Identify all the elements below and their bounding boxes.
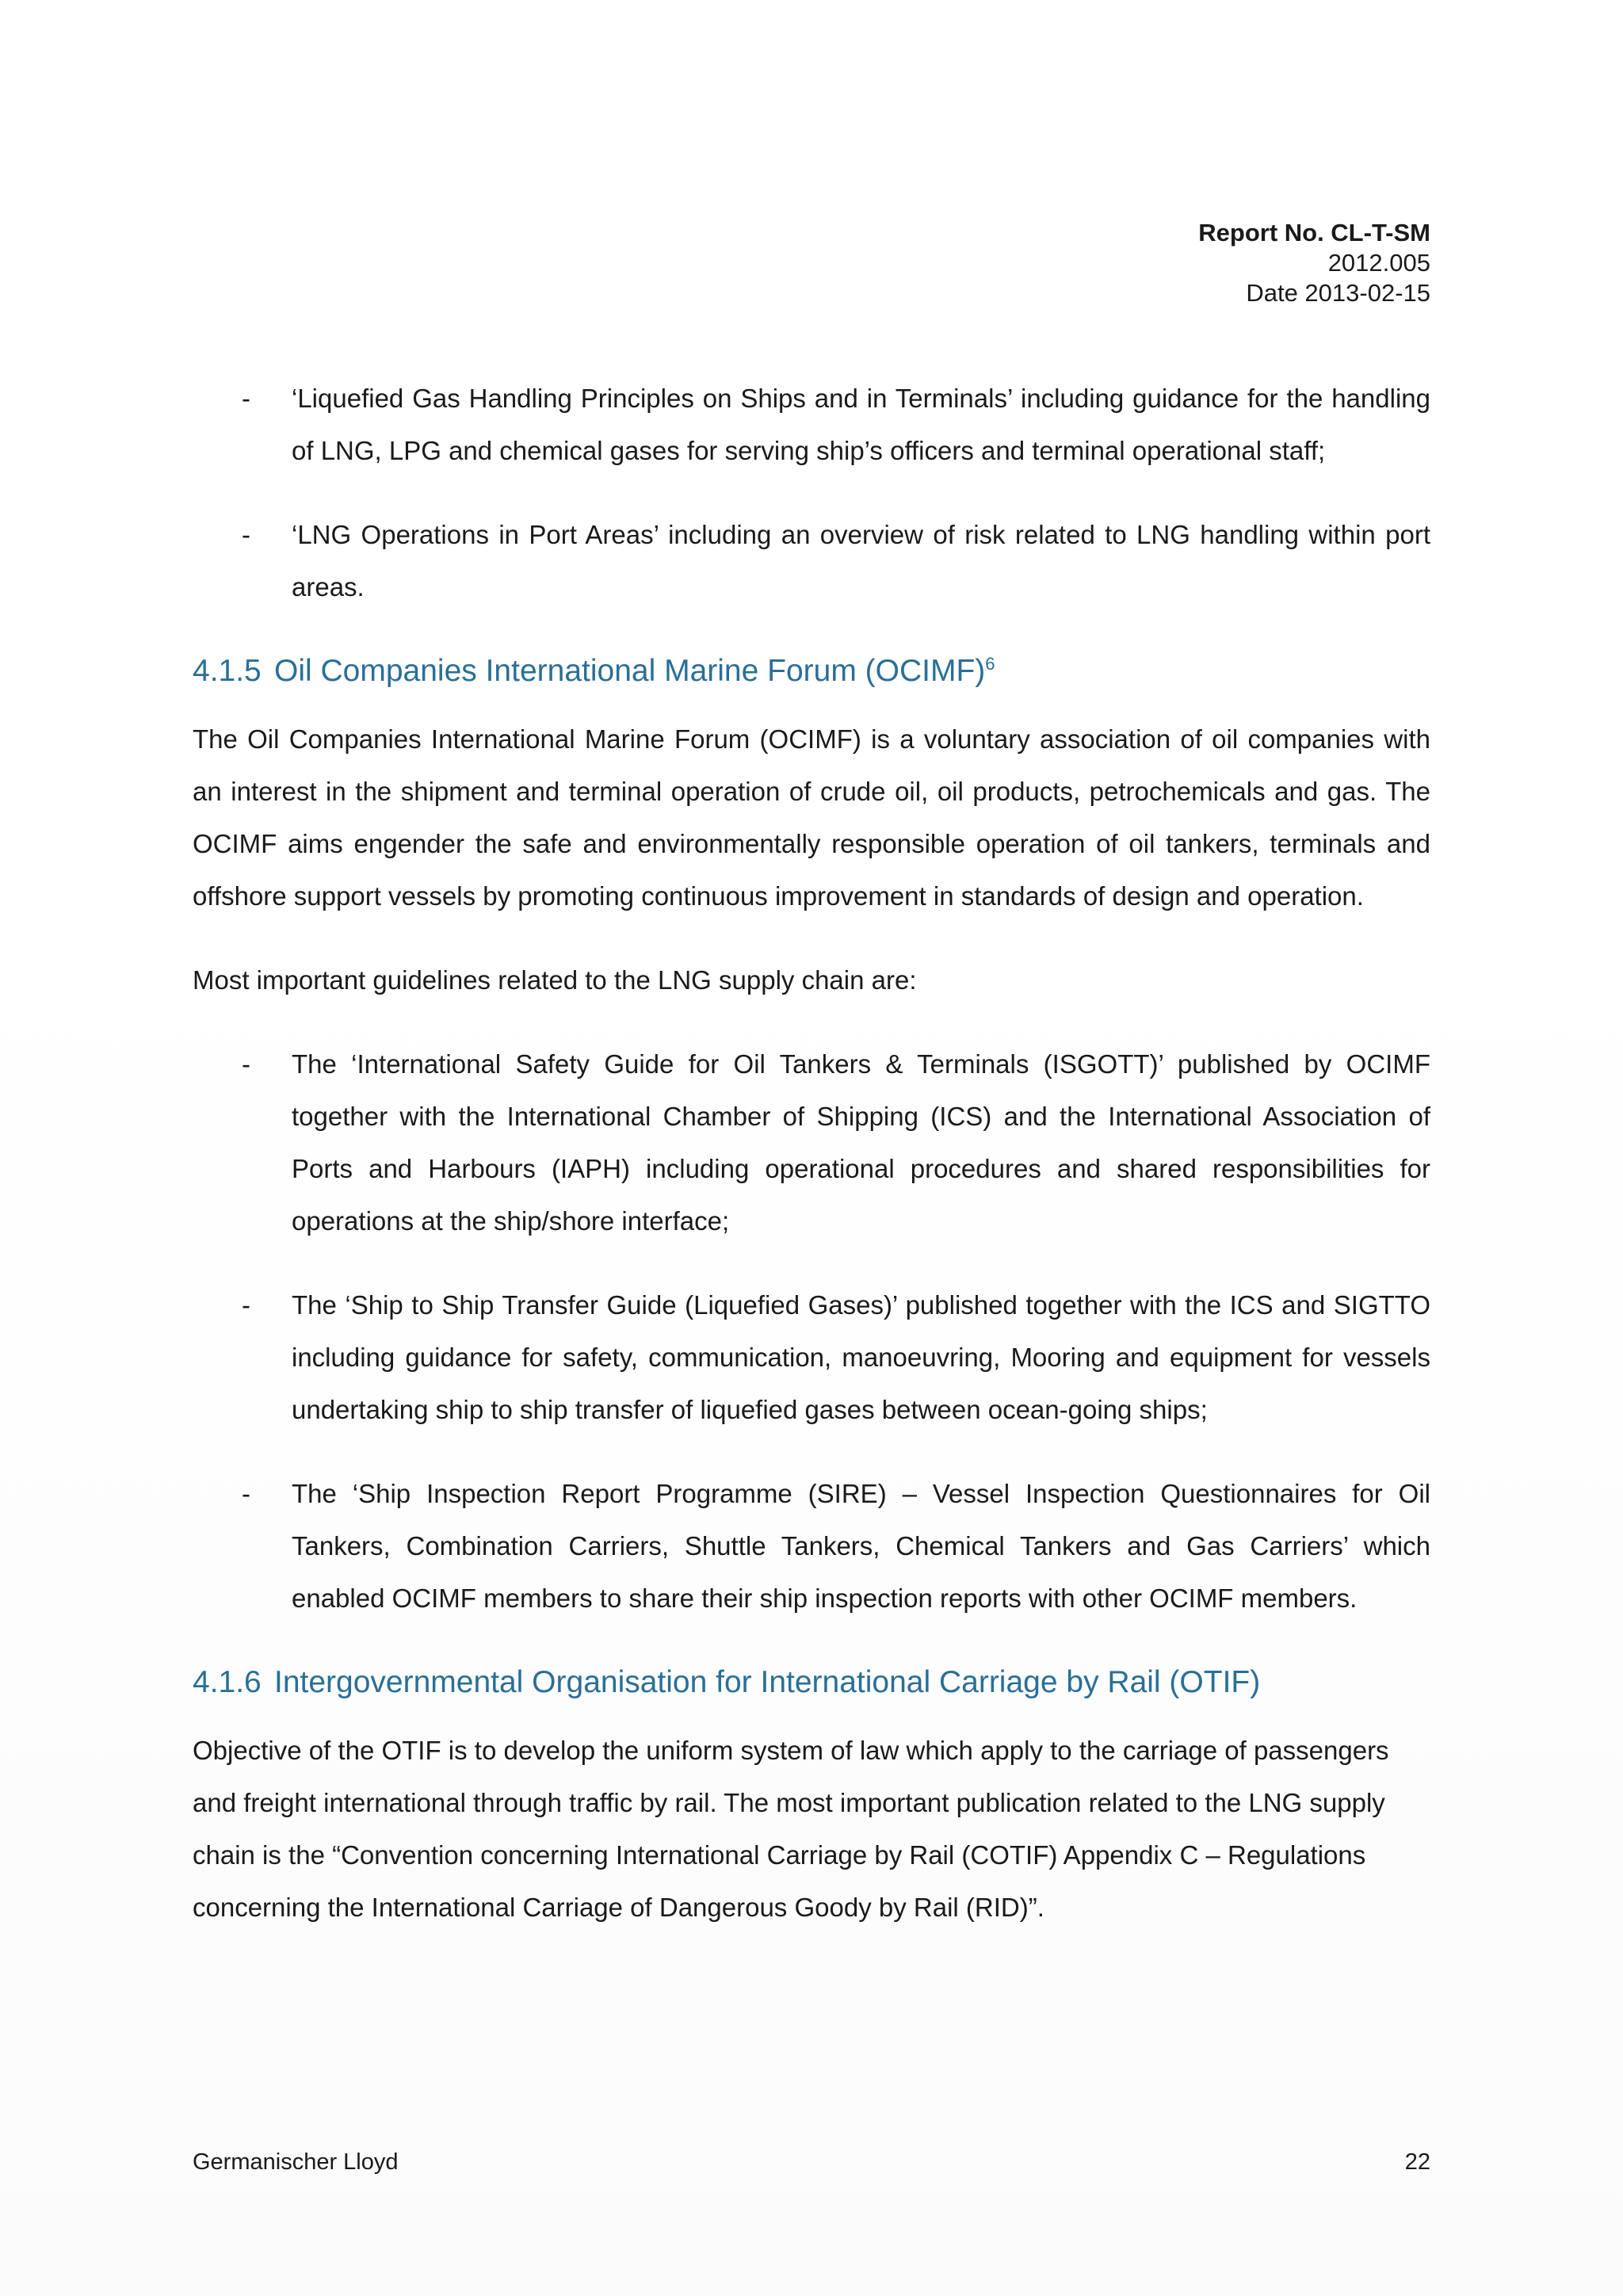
list-item (193, 1279, 1430, 1436)
list-item-text: The ‘Ship to Ship Transfer Guide (Liquefied Gases)’ published together with the ICS and SIGTTO including guidance for safety, communication, manoeuvring, Mooring and equipment for vessels undertaking ship to ship transfer of liquefied gases between ocean-going ships; (292, 1290, 1430, 1424)
bullet-dash: - (242, 384, 250, 413)
section-title: Oil Companies International Marine Forum (OCIMF) (274, 654, 986, 688)
bullet-dash: - (242, 1479, 250, 1508)
section-number: 4.1.6 (193, 1665, 262, 1699)
bullet-dash: - (242, 520, 250, 549)
list-item-text: The ‘Ship Inspection Report Programme (SIRE) – Vessel Inspection Questionnaires for Oil Tankers, Combination Carriers, Shuttle Tankers, Chemical Tankers and Gas Carriers’ which enabled OCIMF members to share their ship inspection reports with other OCIMF members. (292, 1479, 1430, 1613)
report-date: Date 2013-02-15 (1246, 279, 1430, 307)
footer-company: Germanischer Lloyd (193, 2149, 399, 2175)
section-heading-4-1-6 (193, 1656, 1430, 1709)
list-item-text: ‘LNG Operations in Port Areas’ including an overview of risk related to LNG handling within port areas. (292, 520, 1430, 602)
list-item-text: ‘Liquefied Gas Handling Principles on Ships and in Terminals’ including guidance for the handling of LNG, LPG and chemical gases for serving ship’s officers and terminal operational staff; (292, 384, 1430, 465)
list-item (193, 1038, 1430, 1247)
page-number: 22 (1404, 2149, 1430, 2175)
section-title: Intergovernmental Organisation for International Carriage by Rail (OTIF) (274, 1665, 1261, 1699)
list-item-text: The ‘International Safety Guide for Oil Tankers & Terminals (ISGOTT)’ published by OCIMF together with the International Chamber of Shipping (ICS) and the International Association of Ports and Harbours (IAPH) including operational procedures and shared responsibilities for operations at the ship/shore interface; (292, 1049, 1430, 1236)
page-footer (193, 2148, 1430, 2176)
footnote-marker[interactable]: 6 (985, 654, 995, 674)
section-paragraph: Objective of the OTIF is to develop the uniform system of law which apply to the carriage of passengers and freight international through traffic by rail. The most important publication related to the LNG supply chain is the “Convention concerning International Carriage by Rail (COTIF) Appendix C – Regulations concerning the International Carriage of Dangerous Goody by Rail (RID)”. (193, 1736, 1389, 1922)
section-paragraph: The Oil Companies International Marine Forum (OCIMF) is a voluntary association of oil companies with an interest in the shipment and terminal operation of crude oil, oil products, petrochemicals and gas. The OCIMF aims engender the safe and environmentally responsible operation of oil tankers, terminals and offshore support vessels by promoting continuous improvement in standards of design and operation. (193, 724, 1430, 911)
section-heading-4-1-5 (193, 645, 1430, 697)
bullet-dash: - (242, 1290, 250, 1320)
list-item (193, 1468, 1430, 1625)
report-id: 2012.005 (1327, 249, 1430, 277)
report-number: Report No. CL-T-SM (1198, 219, 1430, 246)
report-header (1198, 218, 1430, 308)
document-body (193, 372, 1430, 1966)
bullet-dash: - (242, 1049, 250, 1079)
list-item (193, 509, 1430, 613)
list-intro: Most important guidelines related to the LNG supply chain are: (193, 965, 917, 995)
section-number: 4.1.5 (193, 654, 262, 688)
list-item (193, 372, 1430, 477)
